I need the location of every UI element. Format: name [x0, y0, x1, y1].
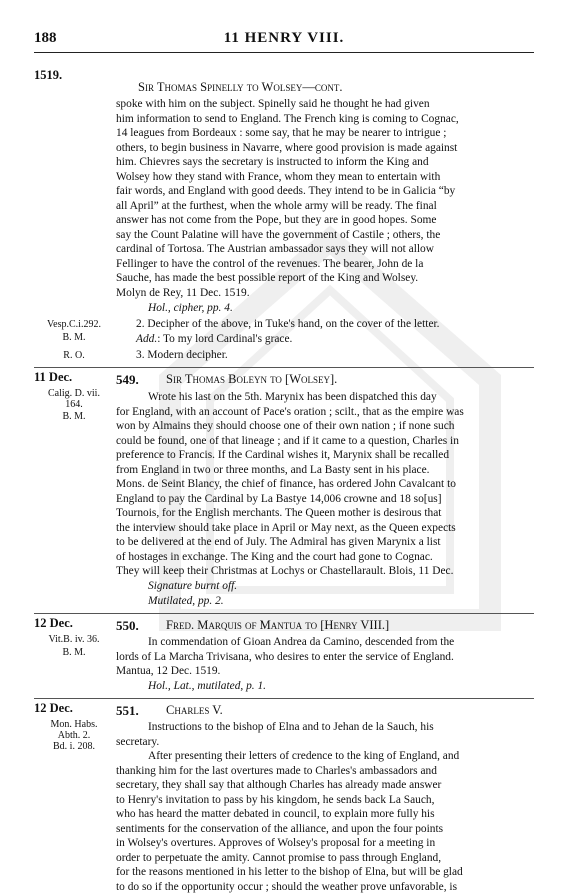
text-line: who has heard the matter debated in council, to explain more fully his — [116, 808, 435, 820]
date-549: 11 Dec. — [34, 370, 73, 384]
text-line: order to perpetuate the amity. Cannot promise to pass through England, — [116, 851, 442, 864]
text-line: secretary. — [116, 735, 160, 748]
text-line: Instructions to the bishop of Elna and to Jehan de la Sauch, his — [148, 721, 434, 733]
entry-heading-550: Fred. Marquis of Mantua to [Henry VIII.] — [166, 618, 390, 632]
text-line: answer has not come from the Pope, but they are in good hopes. Some — [116, 214, 437, 226]
text-line: Mons. de Seint Blancy, the chief of finance, has ordered John Cavalcant to — [116, 478, 456, 490]
text-line: Sauche, has made the best possible report of the King and Wolsey. — [116, 272, 419, 284]
date-551: 12 Dec. — [34, 701, 73, 715]
margin-ref-calig-page: 164. — [65, 399, 83, 410]
running-title: 11 HENRY VIII. — [223, 30, 345, 46]
item-2: 2. Decipher of the above, in Tuke's hand, on the cover of the letter. — [136, 318, 440, 330]
margin-ref-mon: Mon. Habs. — [50, 719, 98, 730]
margin-ref-bm-2: B. M. — [62, 411, 86, 422]
entry-note-549-signature: Signature burnt off. — [148, 580, 238, 592]
text-line: could be found, one of that lineage ; and if it came to a question, Charles in — [116, 434, 459, 447]
entry-heading-cont: Sir Thomas Spinelly to Wolsey—cont. — [138, 80, 343, 94]
text-line: After presenting their letters of credence to the king of England, and — [148, 750, 460, 762]
separator-2 — [34, 613, 534, 614]
entry-body-cont — [116, 97, 534, 300]
text-line: Molyn de Rey, 11 Dec. 1519. — [116, 286, 250, 299]
entry-note-550: Hol., Lat., mutilated, p. 1. — [148, 680, 267, 692]
text-line: say the Count Palatine will have the government of Castile ; others, the — [116, 228, 441, 241]
separator-3 — [34, 698, 534, 699]
margin-ref-vit: Vit.B. iv. 36. — [48, 634, 100, 645]
text-line: him information to send to England. The French king is coming to Cognac, — [116, 112, 459, 125]
margin-ref-abth: Abth. 2. — [57, 730, 91, 741]
add-text: : To my lord Cardinal's grace. — [157, 333, 293, 345]
text-line: Wrote his last on the 5th. Marynix has been dispatched this day — [148, 391, 437, 403]
entry-heading-551: Charles V. — [166, 703, 223, 717]
entry-number-551: 551. — [116, 703, 139, 718]
text-line: fair words, and England with good deeds. They intend to be in Galicia “by — [116, 185, 456, 197]
text-line: In commendation of Gioan Andrea da Camino, descended from the — [148, 636, 455, 648]
date-550: 12 Dec. — [34, 616, 73, 630]
margin-ref-bm-3: B. M. — [62, 647, 86, 658]
entry-number-550: 550. — [116, 618, 139, 633]
entry-heading-549: Sir Thomas Boleyn to [Wolsey]. — [166, 372, 338, 386]
margin-ref-calig: Calig. D. vii. — [48, 388, 100, 399]
add-label: Add. — [136, 333, 158, 345]
text-line: in Wolsey's overtures. Approves of Wolsey's proposal for a meeting in — [116, 837, 436, 849]
text-line: spoke with him on the subject. Spinelly said he thought he had given — [116, 98, 430, 110]
text-line: the interview should take place in April or May next, as the Queen expects — [116, 521, 456, 534]
margin-ref-bm-1: B. M. — [62, 332, 86, 343]
entry-body-549 — [116, 390, 534, 579]
text-line: for the reasons mentioned in his letter to the bishop of Elna, but will be glad — [116, 866, 463, 878]
text-line: of hostages in exchange. The King and the court had gone to Cognac. — [116, 550, 433, 563]
text-line: to Henry's invitation to pass by his kingdom, he sends back La Sauch, — [116, 793, 435, 806]
text-line: lords of La Marcha Trivisana, who desires to enter the service of England. — [116, 650, 454, 663]
margin-ref-ro: R. O. — [63, 350, 85, 361]
entry-note-cont: Hol., cipher, pp. 4. — [148, 302, 233, 314]
text-line: to be delivered at the end of July. The Admiral has given Marynix a list — [116, 536, 441, 548]
year-label: 1519. — [34, 68, 63, 82]
text-line: sentiments for the conservation of the alliance, and upon the four points — [116, 822, 444, 835]
text-line: Mantua, 12 Dec. 1519. — [116, 665, 221, 677]
entry-number-549: 549. — [116, 372, 139, 387]
page-number: 188 — [34, 30, 57, 46]
text-line: secretary, they shall say that although Charles has already made answer — [116, 779, 442, 791]
entry-body-551 — [116, 720, 534, 894]
entry-body-550 — [116, 635, 534, 679]
text-line: England to pay the Cardinal by La Bastye 14,006 crowne and 18 so[us] — [116, 492, 442, 505]
text-line: thanking him for the last overtures made to Charles's ambassadors and — [116, 764, 437, 777]
entry-note-549-mutilated: Mutilated, pp. 2. — [148, 595, 224, 607]
text-line: others, to begin business in Navarre, where good provision is made against — [116, 141, 458, 154]
text-line: to do so if the opportunity occur ; should the weather prove unfavorable, is — [116, 880, 458, 893]
text-line: cardinal of Tortosa. The Austrian ambassador says they will not allow — [116, 243, 434, 255]
margin-ref-bd: Bd. i. 208. — [53, 741, 95, 752]
text-line: They will keep their Christmas at Lochys or Chastellarault. Blois, 11 Dec. — [116, 565, 454, 577]
separator-1 — [34, 367, 534, 368]
text-line: 14 leagues from Bordeaux : some say, that he may be nearer to intrigue ; — [116, 127, 447, 139]
text-line: Wolsey how they stand with France, whom they mean to entertain with — [116, 170, 441, 183]
text-line: for England, with an account of Pace's oration ; scilt., that as the empire was — [116, 405, 464, 418]
item-3: 3. Modern decipher. — [136, 349, 228, 361]
text-line: Tournois, for the English merchants. The Queen mother is desirous that — [116, 507, 442, 519]
text-line: won by Almains they should choose one of their own nation ; if none such — [116, 420, 455, 432]
text-line: him. Chievres says the secretary is instructed to inform the King and — [116, 156, 429, 168]
page-header — [34, 30, 534, 50]
margin-ref-vesp: Vesp.C.i.292. — [47, 319, 101, 330]
text-line: Fellinger to have the control of the revenues. The bearer, John de la — [116, 257, 424, 270]
item-2-address — [116, 332, 534, 347]
text-line: all April” at the furthest, when the whole army will be ready. The final — [116, 199, 437, 212]
header-rule — [34, 52, 534, 53]
text-line: from England in two or three months, and La Basty sent in his place. — [116, 463, 430, 476]
text-line: preference to Francis. If the Cardinal wishes it, Marynix shall be recalled — [116, 449, 450, 461]
